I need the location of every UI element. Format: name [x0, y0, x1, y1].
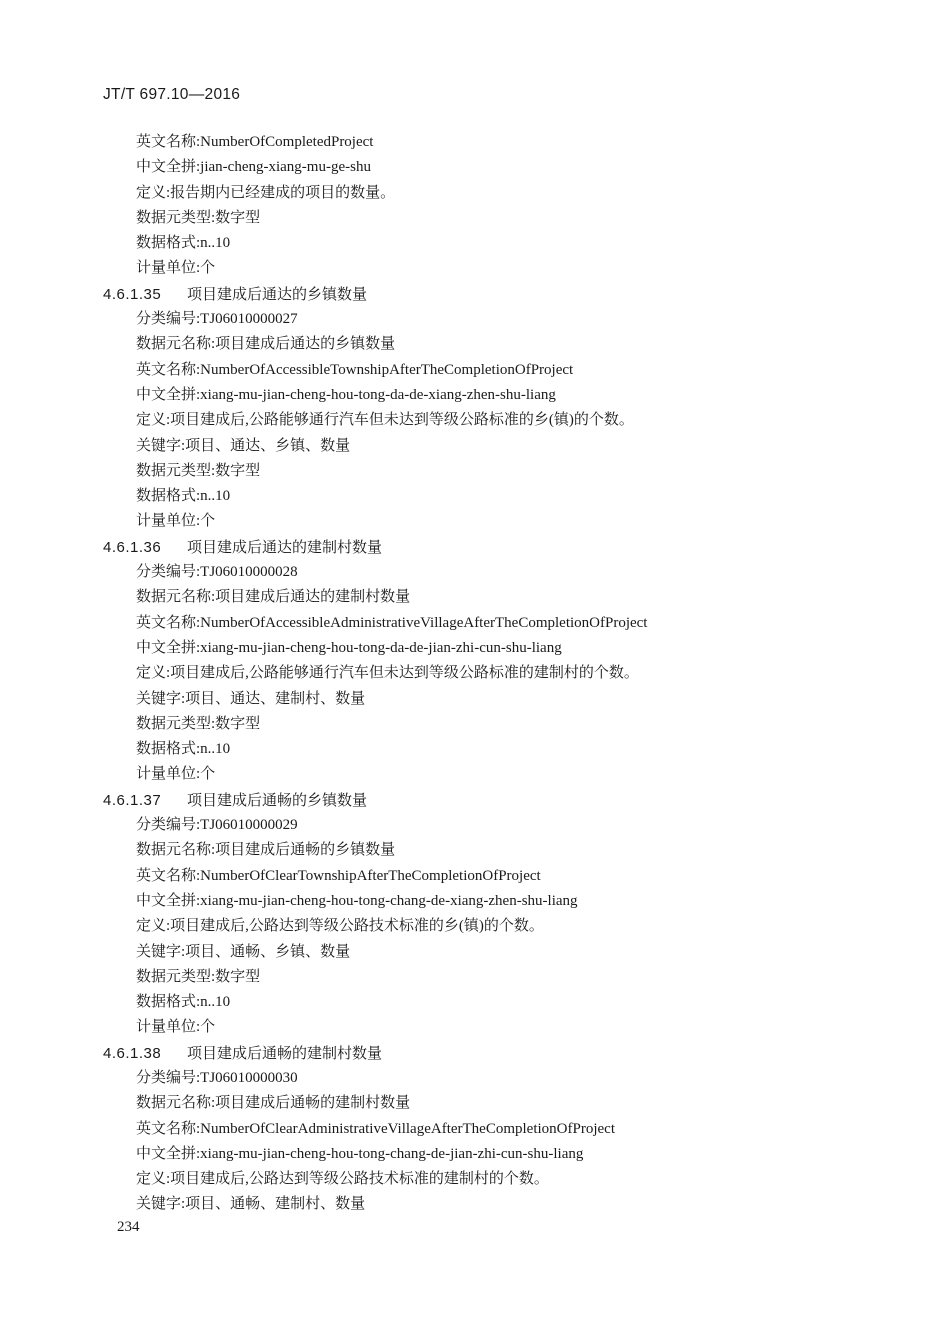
field-line: 关键字:项目、通达、乡镇、数量	[136, 437, 351, 454]
page-number: 234	[117, 1219, 140, 1235]
section-title: 项目建成后通畅的乡镇数量	[187, 792, 368, 809]
field-line: 计量单位:个	[136, 260, 216, 277]
field-line: 数据格式:n..10	[136, 741, 231, 758]
field-line: 关键字:项目、通畅、乡镇、数量	[136, 943, 351, 960]
field-line: 数据元名称:项目建成后通达的建制村数量	[136, 589, 411, 606]
field-line: 数据元类型:数字型	[136, 715, 261, 732]
field-line: 分类编号:TJ06010000030	[136, 1069, 298, 1086]
section-title: 项目建成后通畅的建制村数量	[187, 1045, 383, 1062]
field-line: 中文全拼:jian-cheng-xiang-mu-ge-shu	[136, 159, 371, 176]
section-heading	[103, 535, 903, 560]
section-heading	[103, 788, 903, 813]
field-line: 中文全拼:xiang-mu-jian-cheng-hou-tong-chang-de-jian-zhi-cun-shu-liang	[136, 1145, 584, 1162]
field-line: 英文名称:NumberOfCompletedProject	[136, 134, 374, 150]
field-line: 定义:项目建成后,公路能够通行汽车但未达到等级公路标准的建制村的个数。	[136, 665, 639, 682]
field-line: 定义:项目建成后,公路达到等级公路技术标准的建制村的个数。	[136, 1171, 549, 1188]
field-line: 计量单位:个	[136, 1019, 216, 1036]
field-line: 数据元名称:项目建成后通达的乡镇数量	[136, 336, 396, 353]
field-line: 数据元名称:项目建成后通畅的建制村数量	[136, 1095, 411, 1112]
field-line: 分类编号:TJ06010000029	[136, 817, 298, 834]
field-line: 英文名称:NumberOfClearTownshipAfterTheCompletionOfProject	[136, 867, 541, 884]
field-line: 分类编号:TJ06010000027	[136, 311, 298, 328]
field-line: 数据格式:n..10	[136, 235, 231, 252]
field-line: 分类编号:TJ06010000028	[136, 564, 298, 581]
field-line: 数据格式:n..10	[136, 488, 231, 505]
field-line: 关键字:项目、通达、建制村、数量	[136, 690, 366, 707]
section-heading	[103, 1041, 903, 1066]
field-line: 定义:项目建成后,公路达到等级公路技术标准的乡(镇)的个数。	[136, 918, 544, 935]
section-number: 4.6.1.37	[103, 791, 162, 809]
field-line: 数据元类型:数字型	[136, 462, 261, 479]
field-line: 计量单位:个	[136, 513, 216, 530]
field-line: 中文全拼:xiang-mu-jian-cheng-hou-tong-da-de-xiang-zhen-shu-liang	[136, 386, 556, 403]
field-line: 中文全拼:xiang-mu-jian-cheng-hou-tong-chang-de-xiang-zhen-shu-liang	[136, 892, 578, 909]
section-number: 4.6.1.38	[103, 1044, 162, 1062]
section-number: 4.6.1.36	[103, 538, 162, 556]
field-line: 英文名称:NumberOfClearAdministrativeVillageAfterTheCompletionOfProject	[136, 1120, 615, 1137]
section-title: 项目建成后通达的乡镇数量	[187, 286, 368, 303]
standard-code-header: JT/T 697.10—2016	[103, 86, 241, 103]
field-line: 数据元名称:项目建成后通畅的乡镇数量	[136, 842, 396, 859]
field-line: 英文名称:NumberOfAccessibleTownshipAfterTheCompletionOfProject	[136, 361, 574, 378]
field-line: 计量单位:个	[136, 766, 216, 783]
field-line: 英文名称:NumberOfAccessibleAdministrativeVillageAfterTheCompletionOfProject	[136, 614, 648, 631]
field-line: 数据元类型:数字型	[136, 968, 261, 985]
document-body	[103, 130, 903, 1218]
field-line: 数据格式:n..10	[136, 994, 231, 1011]
field-line: 数据元类型:数字型	[136, 209, 261, 226]
field-line: 定义:报告期内已经建成的项目的数量。	[136, 184, 396, 201]
section-heading	[103, 282, 903, 307]
field-line: 中文全拼:xiang-mu-jian-cheng-hou-tong-da-de-jian-zhi-cun-shu-liang	[136, 639, 562, 656]
field-line: 定义:项目建成后,公路能够通行汽车但未达到等级公路标准的乡(镇)的个数。	[136, 412, 634, 429]
section-title: 项目建成后通达的建制村数量	[187, 539, 383, 556]
section-number: 4.6.1.35	[103, 285, 162, 303]
field-line: 关键字:项目、通畅、建制村、数量	[136, 1196, 366, 1213]
